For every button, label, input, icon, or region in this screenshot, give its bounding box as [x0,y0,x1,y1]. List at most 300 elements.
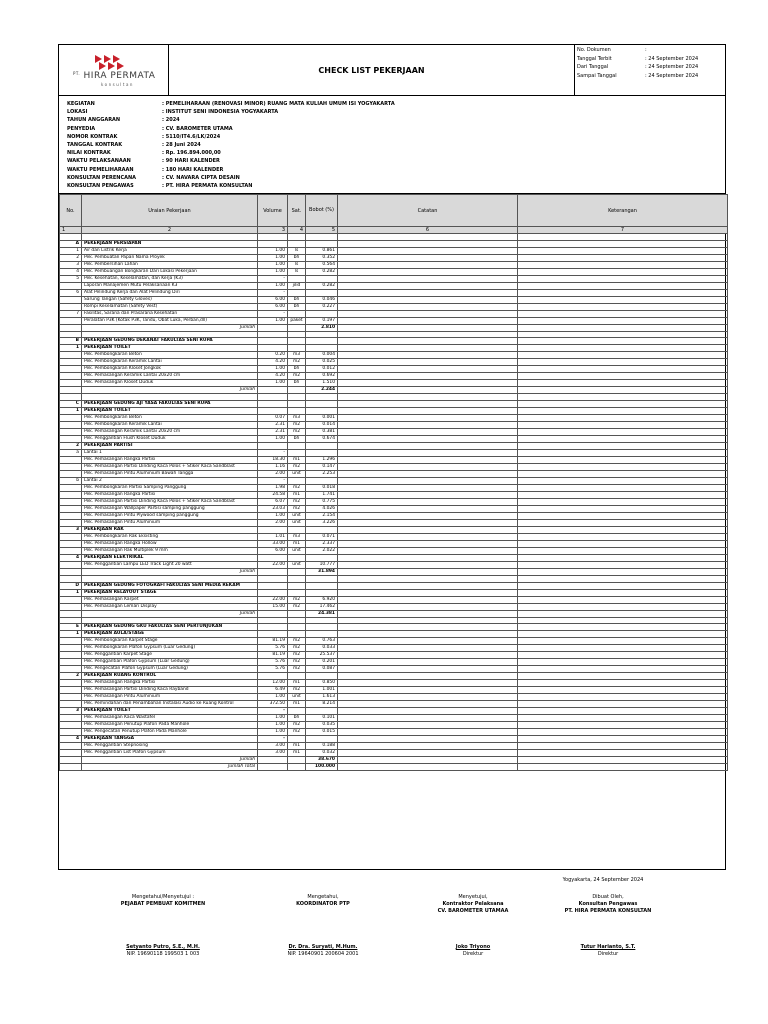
cell-unit [288,624,306,631]
cell-unit: m2 [288,359,306,366]
cell-no [60,352,82,359]
table-row [60,603,728,610]
cell-volume: 1.01 [258,534,288,541]
info-key: KONSULTAN PERENCANA [67,174,137,181]
cell-notes [338,436,518,443]
cell-weight: 0.564 [306,261,338,268]
info-key: NOMOR KONTRAK [67,133,118,140]
cell-description: Pek. Pemasangan Wallpaper Partisi samping panggung [82,506,258,513]
cell-description: Pek. Penggantian Plafon Gypsum (Luar Gedung) [82,659,258,666]
cell-notes [338,555,518,562]
cell-weight: 2.337 [306,541,338,548]
cell-remarks [518,492,728,499]
cell-weight: 4.026 [306,506,338,513]
cell-no [60,750,82,757]
cell-unit [288,275,306,282]
cell-weight: 0.012 [306,366,338,373]
logo-subtitle: konsultan [101,82,134,87]
cell-remarks [518,387,728,394]
cell-weight: 1.510 [306,380,338,387]
cell-notes [338,687,518,694]
cell-no: 1 [60,247,82,254]
table-row [60,303,728,310]
cell-description: Pek. Pemasangan Partisi Dinding Kaca Polos + Stiker Kaca Sandblast [82,499,258,506]
cell-no [60,234,82,241]
cell-volume: 2.31 [258,429,288,436]
cell-no: A [60,240,82,247]
cell-no [60,548,82,555]
table-row [60,645,728,652]
table-row [60,722,728,729]
cell-remarks [518,722,728,729]
cell-no: 4 [60,555,82,562]
cell-weight: 24.381 [306,610,338,617]
cell-volume [258,764,288,771]
cell-remarks [518,617,728,624]
cell-weight [306,240,338,247]
cell-unit [288,324,306,331]
cell-notes [338,569,518,576]
signer-org [258,908,388,915]
cell-volume: 12.00 [258,680,288,687]
signer-name: Joko Triyono [455,944,491,950]
signer-org [98,908,228,915]
cell-volume: 3.00 [258,743,288,750]
cell-remarks [518,310,728,317]
cell-notes [338,617,518,624]
cell-description: Pek. Pembersihan Lahan [82,261,258,268]
cell-remarks [518,576,728,583]
cell-unit: m2 [288,645,306,652]
cell-volume: 5.76 [258,666,288,673]
cell-volume: 6.00 [258,303,288,310]
cell-description: Pek. Penggantian List Plafon Gypsum [82,750,258,757]
cell-volume: 1.00 [258,366,288,373]
cell-no [60,694,82,701]
cell-no [60,757,82,764]
cell-notes [338,659,518,666]
signer-intro: Dibuat Oleh, [592,894,624,900]
cell-remarks [518,534,728,541]
cell-weight: 3.226 [306,520,338,527]
cell-no: 1 [60,631,82,638]
cell-notes [338,394,518,401]
cell-remarks [518,268,728,275]
cell-unit: unit [288,471,306,478]
cell-volume: 6.00 [258,296,288,303]
cell-notes [338,562,518,569]
cell-no [60,576,82,583]
cell-no [60,534,82,541]
cell-notes [338,303,518,310]
cell-no [60,722,82,729]
cell-notes [338,638,518,645]
section-row [60,673,728,680]
cell-volume: 6.49 [258,687,288,694]
cell-no [60,729,82,736]
signer-role: KOORDINATOR PTP [296,901,350,907]
section-row [60,527,728,534]
cell-remarks [518,603,728,610]
section-row [60,708,728,715]
cell-remarks [518,764,728,771]
cell-description: Jumlah Total [82,764,258,771]
cell-volume [258,673,288,680]
table-row [60,506,728,513]
cell-unit: m2 [288,666,306,673]
cell-volume: 1.16 [258,464,288,471]
cell-unit: bh [288,254,306,261]
cell-unit: ls [288,261,306,268]
cell-notes [338,548,518,555]
info-row [67,175,725,183]
cell-volume: 5.76 [258,645,288,652]
table-row [60,289,728,296]
cell-notes [338,631,518,638]
cell-volume: 1.00 [258,268,288,275]
cell-no [60,303,82,310]
cell-remarks [518,373,728,380]
cell-description: Pek. Pemasangan Penutup Plafon Pada Manhole [82,722,258,729]
info-value: : CV. NAVARA CIPTA DESAIN [162,174,240,181]
cell-volume [258,555,288,562]
signer-id: NIP. 19690118 199503 1 003 [126,951,200,957]
cell-volume [258,527,288,534]
cell-weight: 25.537 [306,652,338,659]
cell-unit: bh [288,303,306,310]
table-row [60,596,728,603]
cell-unit [288,673,306,680]
cell-description: Pek. Pemasangan Keramik Lantai 20x20 cm [82,373,258,380]
cell-description: PEKERJAAN PARTISI [82,443,258,450]
cell-no: D [60,582,82,589]
cell-notes [338,247,518,254]
cell-volume: 18.30 [258,457,288,464]
cell-no: 2 [60,254,82,261]
cell-remarks [518,471,728,478]
cell-weight: 38.670 [306,757,338,764]
cell-notes [338,450,518,457]
cell-no [60,380,82,387]
logo-triangles-icon [93,53,137,71]
cell-description: Pek. Penggantian Flush Kloset Duduk [82,436,258,443]
cell-description: Pek. Pembongkaran Kloset Jongkok [82,366,258,373]
table-row [60,380,728,387]
cell-notes [338,317,518,324]
cell-notes [338,520,518,527]
cell-remarks [518,394,728,401]
cell-no: 3 [60,261,82,268]
cell-unit: m2 [288,659,306,666]
cell-unit: m2 [288,638,306,645]
cell-remarks [518,541,728,548]
info-key: LOKASI [67,109,88,116]
cell-no: 2 [60,443,82,450]
cell-remarks [518,589,728,596]
signer-intro: Mengetahui, [307,894,339,900]
cell-no: 6 [60,289,82,296]
cell-notes [338,708,518,715]
signer-intro: Menyetujui, [458,894,488,900]
info-key: KEGIATAN [67,101,95,107]
cell-description: Pek. Pemasangan Karpet [82,596,258,603]
cell-description: Pek. Pemasangan Rangka Partisi [82,492,258,499]
cell-description: Laporan Manajemen Mutu Pelaksanaan K3 [82,282,258,289]
cell-unit [288,555,306,562]
signer-id: Direktur [462,951,484,957]
cell-no [60,506,82,513]
table-row [60,666,728,673]
cell-weight: 0.861 [306,247,338,254]
cell-weight: 100.000 [306,764,338,771]
cell-remarks [518,687,728,694]
cell-notes [338,680,518,687]
spacer-row [60,617,728,624]
column-number: 3 [258,227,288,234]
logo-brand-text: $^{PT.}$ HIRA PERMATA [73,71,156,81]
cell-weight: 1.001 [306,687,338,694]
cell-notes [338,499,518,506]
cell-description: Peralatan P3K (Kotak P3K, Tandu, Obat Luka, Perban,dll) [82,317,258,324]
cell-notes [338,422,518,429]
cell-no [60,436,82,443]
cell-description: Jumlah [82,324,258,331]
cell-volume [258,345,288,352]
cell-description: Pek. Pemasangan Pintu Aluminium [82,694,258,701]
cell-volume: 1.00 [258,254,288,261]
cell-description: PEKERJAAN GEDUNG AJI YASA FAKULTAS SENI RUPA [82,401,258,408]
document-header [58,44,726,96]
cell-weight [306,555,338,562]
cell-volume: 372.50 [258,701,288,708]
logo-cell [59,45,169,95]
cell-description: PEKERJAAN GEDUNG GKU FAKULTAS SENI PERTUNJUKAN [82,624,258,631]
cell-volume [258,624,288,631]
table-row [60,715,728,722]
cell-notes [338,694,518,701]
info-row [67,183,725,191]
cell-description: Pek. Pembongkaran Keramik Lantai [82,359,258,366]
cell-no [60,471,82,478]
cell-description: Lantai 2 [82,478,258,485]
cell-no [60,610,82,617]
cell-volume: 15.00 [258,603,288,610]
cell-remarks [518,408,728,415]
cell-unit: m1 [288,680,306,687]
cell-weight: 10.777 [306,562,338,569]
section-row [60,624,728,631]
cell-remarks [518,303,728,310]
cell-remarks [518,359,728,366]
meta-row: Dari Tanggal : 24 September 2024 [577,64,699,70]
cell-remarks [518,457,728,464]
cell-description [82,617,258,624]
cell-weight: 0.032 [306,750,338,757]
cell-weight: 1.613 [306,694,338,701]
cell-volume: - [258,708,288,715]
info-key: PENYEDIA [67,125,96,132]
subtotal-row [60,610,728,617]
cell-no [60,359,82,366]
info-value: : 180 HARI KALENDER [162,166,224,173]
cell-description: Pek. Pemasangan Keramik Lantai 20x20 cm [82,429,258,436]
cell-description [82,331,258,338]
cell-remarks [518,352,728,359]
cell-unit [288,289,306,296]
section-row [60,345,728,352]
cell-volume [258,589,288,596]
column-header: Uraian Pekerjaan [82,195,258,227]
cell-remarks [518,380,728,387]
cell-description: Pek. Pengecatan Penutup Plafon Pada Manhole [82,729,258,736]
signer-name: Setyanto Putro, S.E., M.H. [126,944,200,950]
cell-no [60,429,82,436]
cell-unit [288,408,306,415]
cell-no [60,701,82,708]
cell-unit: ls [288,268,306,275]
table-row [60,478,728,485]
cell-weight: 0.147 [306,464,338,471]
cell-remarks [518,415,728,422]
subtotal-row [60,387,728,394]
cell-remarks [518,234,728,241]
cell-description: Air dan Listrik Kerja [82,247,258,254]
cell-notes [338,527,518,534]
cell-notes [338,289,518,296]
cell-notes [338,596,518,603]
column-header: Volume [258,195,288,227]
cell-unit: bh [288,380,306,387]
cell-volume: 1.00 [258,380,288,387]
cell-unit: ls [288,247,306,254]
cell-no [60,680,82,687]
cell-remarks [518,499,728,506]
spacer-row [60,234,728,241]
cell-volume [258,387,288,394]
cell-volume: 1.00 [258,261,288,268]
cell-weight [306,275,338,282]
info-value: : 5110/IT4.6/LK/2024 [162,133,221,140]
cell-notes [338,750,518,757]
cell-weight: 0.674 [306,436,338,443]
cell-remarks [518,736,728,743]
cell-volume: 1.00 [258,722,288,729]
cell-weight: 0.763 [306,638,338,645]
cell-description: PEKERJAAN AULA/STAGE [82,631,258,638]
cell-description: Pek. Pemasangan Lemari Display [82,603,258,610]
cell-no: 3 [60,708,82,715]
cell-no: 3 [60,527,82,534]
column-header: Catatan [338,195,518,227]
table-row [60,562,728,569]
section-row [60,555,728,562]
cell-weight: 0.015 [306,729,338,736]
cell-unit: unit [288,548,306,555]
table-row [60,548,728,555]
cell-notes [338,624,518,631]
cell-volume: 0.07 [258,415,288,422]
section-row [60,443,728,450]
document-meta [575,45,727,95]
cell-no [60,324,82,331]
cell-unit [288,527,306,534]
cell-description: PEKERJAAN RAK [82,527,258,534]
cell-remarks [518,254,728,261]
cell-description: PEKERJAAN ELEKTRIKAL [82,555,258,562]
cell-no [60,569,82,576]
cell-remarks [518,324,728,331]
cell-volume: 6.00 [258,548,288,555]
cell-remarks [518,569,728,576]
cell-description: Pek. Pengecatan Plafon Gypsum (Luar Gedung) [82,666,258,673]
cell-unit [288,443,306,450]
cell-no [60,492,82,499]
cell-remarks [518,429,728,436]
cell-remarks [518,317,728,324]
table-row [60,471,728,478]
cell-unit [288,576,306,583]
cell-weight [306,310,338,317]
cell-weight: 1.296 [306,457,338,464]
cell-no [60,394,82,401]
cell-no: 1 [60,345,82,352]
cell-unit [288,387,306,394]
cell-no: 1 [60,589,82,596]
cell-weight: 0.282 [306,282,338,289]
cell-volume [258,408,288,415]
cell-weight [306,617,338,624]
cell-description: Pek. Pembongkaran Beton [82,415,258,422]
cell-weight [306,708,338,715]
cell-notes [338,513,518,520]
cell-unit: m1 [288,743,306,750]
table-row [60,492,728,499]
cell-remarks [518,555,728,562]
cell-notes [338,673,518,680]
cell-remarks [518,596,728,603]
cell-description: Pek. Penggantian Stepnosing [82,743,258,750]
cell-volume: 1.98 [258,485,288,492]
cell-volume [258,576,288,583]
cell-weight [306,736,338,743]
cell-unit [288,234,306,241]
spacer-row [60,394,728,401]
cell-remarks [518,652,728,659]
cell-description: Pek. Pemasangan Kloset Duduk [82,380,258,387]
meta-row: Sampai Tanggal : 24 September 2024 [577,72,699,79]
cell-description: Sarung Tangan (Safety Gloves) [82,296,258,303]
meta-row: Tanggal Terbit : 24 September 2024 [577,55,699,62]
cell-notes [338,757,518,764]
cell-unit: m1 [288,492,306,499]
cell-volume [258,631,288,638]
cell-notes [338,736,518,743]
cell-unit: m2 [288,603,306,610]
cell-notes [338,701,518,708]
cell-no [60,282,82,289]
cell-unit: m2 [288,722,306,729]
subtotal-row [60,569,728,576]
cell-description: Pek. Pembongkaran Rak Eksisting [82,534,258,541]
cell-volume: 4.20 [258,359,288,366]
cell-weight [306,450,338,457]
cell-unit [288,338,306,345]
cell-weight: 17.462 [306,603,338,610]
cell-remarks [518,401,728,408]
cell-unit: unit [288,520,306,527]
cell-volume [258,324,288,331]
cell-volume: 1.00 [258,282,288,289]
